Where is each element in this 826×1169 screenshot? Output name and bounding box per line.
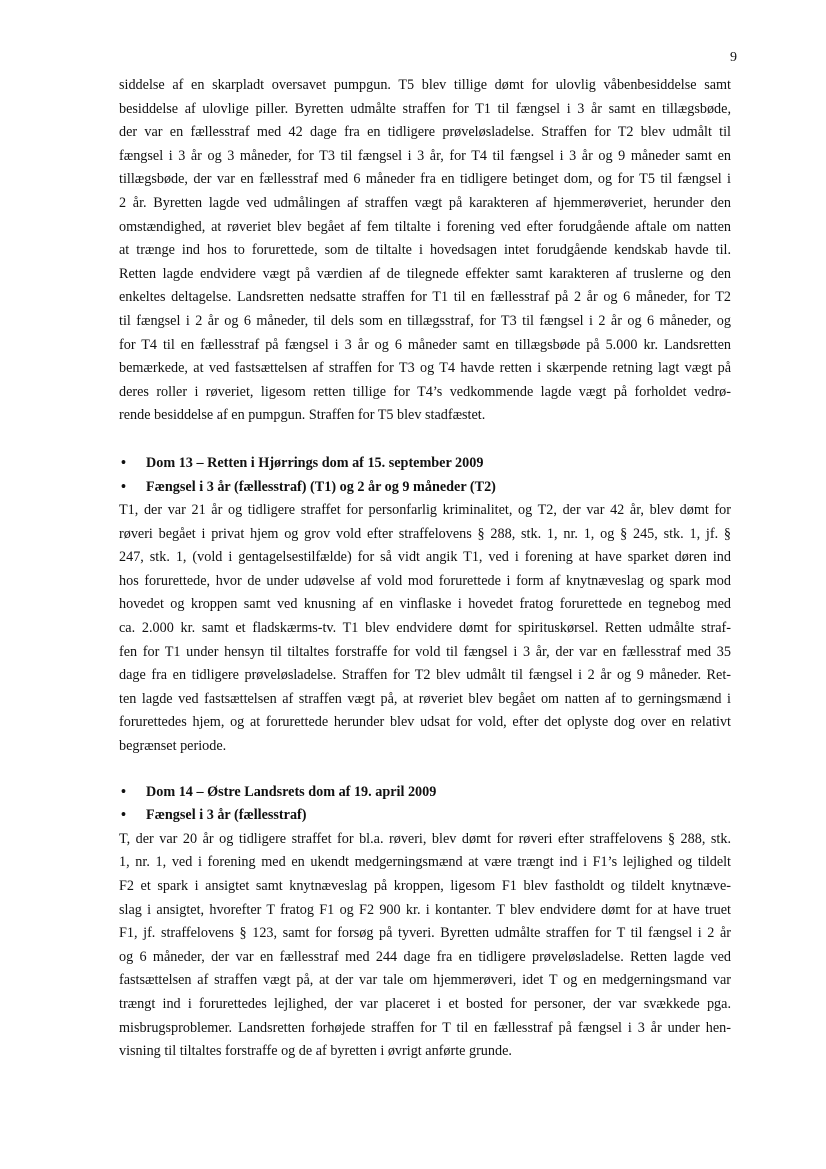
text-line: begrænset periode.: [119, 738, 227, 755]
text-line: fastsættelsen af straffen vægt på, at der var tale om hjemmerøveri, idet T og en medgerningsmand var: [119, 972, 731, 989]
text-line: der var en fællesstraf med 42 dage fra en tidligere prøveløsladelse. Straffen for T2 blev udmålt til: [119, 124, 731, 141]
text-line: trængt ind i forurettedes lejlighed, der var placeret i et bosted for personer, der var svækkede pga.: [119, 995, 731, 1012]
text-line: T1, der var 21 år og tidligere straffet for personfarlig kriminalitet, og T2, der var 42 år, blev dømt for: [119, 502, 731, 519]
text-line: besiddelse af ulovlige piller. Byretten udmålte straffen for T1 til fængsel i 3 år samt en tillægsbøde,: [119, 100, 731, 117]
page-number: 9: [730, 50, 737, 65]
text-line: T, der var 20 år og tidligere straffet for bl.a. røveri, blev dømt for røveri efter straffelovens § 288, stk.: [119, 830, 731, 847]
text-line: Retten lagde endvidere vægt på værdien af de tilegnede effekter samt karakteren af truslerne og den: [119, 265, 731, 282]
text-line: røveri begået i privat hjem og grov vold efter straffelovens § 288, stk. 1, nr. 1, og § 245, stk. 1, jf. §: [119, 525, 731, 542]
text-line: fen for T1 under hensyn til tiltaltes forstraffe for vold til fængsel i 3 år, der var en fællesstraf med 35: [119, 643, 731, 660]
case13-sentence-text: Fængsel i 3 år (fællesstraf) (T1) og 2 år og 9 måneder (T2): [146, 478, 496, 495]
text-line: at trænge ind hos to forurettede, som de tiltalte i hovedsagen intet forudgående kendskab havde til.: [119, 242, 731, 259]
text-line: deres roller i røveriet, ligesom retten tillige for T4’s vedkommende lagde vægt på forholdet vedrø-: [119, 383, 731, 400]
text-line: omstændighed, at røveriet blev begået af fem tiltalte i forening ved efter forudgående aftale om natten: [119, 218, 731, 235]
bullet-icon: •: [121, 783, 126, 800]
text-line: 247, stk. 1, (vold i gentagelsestilfælde) for så vidt angik T1, ved i forening at have sparket døren ind: [119, 549, 731, 566]
case13-heading-list: [119, 452, 731, 499]
case13-sentence: [119, 476, 731, 500]
text-line: tillægsbøde, der var en fællesstraf med 6 måneder fra en tidligere betinget dom, og for T5 til fængsel i: [119, 171, 731, 188]
case13-title-text: Dom 13 – Retten i Hjørrings dom af 15. september 2009: [146, 454, 484, 471]
bullet-icon: •: [121, 478, 126, 495]
text-line: siddelse af en skarpladt oversavet pumpgun. T5 blev tillige dømt for ulovlig våbenbesiddelse samt: [119, 77, 731, 93]
text-line: til fængsel i 2 år og 6 måneder, til dels som en tillægsstraf, for T3 til fængsel i 2 år og 6 måneder, og: [119, 312, 731, 329]
text-line: rende besiddelse af en pumpgun. Straffen for T5 blev stadfæstet.: [119, 407, 486, 424]
bullet-icon: •: [121, 807, 126, 824]
text-line: hovedet og kroppen samt ved knusning af en vinflaske i hovedet fratog forurettede en tegnebog med: [119, 596, 731, 613]
text-line: 2 år. Byretten lagde ved udmålingen af straffen vægt på karakteren af hjemmerøveriet, herunder den: [119, 194, 731, 211]
case14-title-text: Dom 14 – Østre Landsrets dom af 19. april 2009: [146, 783, 437, 800]
text-line: F1, jf. straffelovens § 123, samt for forsøg på tyveri. Byretten udmålte straffen for T til fængsel i 2 år: [119, 925, 731, 942]
text-line: F2 et spark i ansigtet samt knytnæveslag på kroppen, ligesom F1 blev fastholdt og tildelt knytnæve-: [119, 878, 731, 894]
paragraph-case14: [119, 828, 731, 1064]
text-line: visning til tiltaltes forstraffe og de af byretten i øvrigt anførte grunde.: [119, 1043, 512, 1060]
case14-title: [119, 781, 731, 805]
paragraph-case12-continuation: [119, 74, 731, 428]
text-line: ten lagde ved fastsættelsen af straffen vægt på, at røveriet blev begået om natten af to gerningsmænd i: [119, 690, 731, 707]
text-line: slag i ansigtet, hvorefter T fratog F1 og F2 900 kr. i kontanter. T blev endvidere dømt for at have truet: [119, 901, 731, 918]
text-line: 1, nr. 1, ved i forening med en ukendt medgerningsmænd at være trængt ind i F1’s lejlighed og tildelt: [119, 854, 731, 871]
text-line: enkeltes deltagelse. Landsretten nedsatte straffen for T1 til en fællesstraf på 2 år og 6 måneder, for T2: [119, 289, 731, 306]
text-line: og 6 måneder, der var en fællesstraf med 244 dage fra en tidligere prøveløsladelse. Retten lagde ved: [119, 948, 731, 965]
text-line: bemærkede, at ved fastsættelsen af straffen for T3 og T4 havde retten i skærpende retning lagt vægt på: [119, 360, 731, 377]
text-line: hos forurettede, hvor de under udøvelse af vold mod forurettede i form af knytnæveslag og spark mod: [119, 572, 731, 589]
case14-sentence-text: Fængsel i 3 år (fællesstraf): [146, 807, 307, 824]
case13-title: [119, 452, 731, 476]
case14-sentence: [119, 804, 731, 828]
text-line: misbrugsproblemer. Landsretten forhøjede straffen for T til en fællesstraf på fængsel i 3 år under hen-: [119, 1019, 731, 1036]
text-line: ca. 2.000 kr. samt et fladskærms-tv. T1 blev endvidere dømt for spirituskørsel. Retten udmålte straf-: [119, 620, 731, 637]
text-line: fængsel i 3 år og 3 måneder, for T3 til fængsel i 3 år, for T4 til fængsel i 3 år og 9 måneder samt en: [119, 147, 731, 164]
bullet-icon: •: [121, 454, 126, 471]
text-line: dage fra en tidligere prøveløsladelse. Straffen for T2 blev udmålt til fængsel i 2 år og 9 måneder. Ret-: [119, 667, 731, 684]
case14-heading-list: [119, 781, 731, 828]
text-line: forurettedes hjem, og at forurettede herunder blev udsat for vold, efter det oplyste dog over en relativt: [119, 714, 731, 731]
text-line: for T4 til en fællesstraf på fængsel i 3 år og 6 måneder samt en tillægsbøde på 5.000 kr. Landsretten: [119, 336, 731, 353]
document-body: [119, 74, 731, 1064]
paragraph-case13: [119, 499, 731, 759]
